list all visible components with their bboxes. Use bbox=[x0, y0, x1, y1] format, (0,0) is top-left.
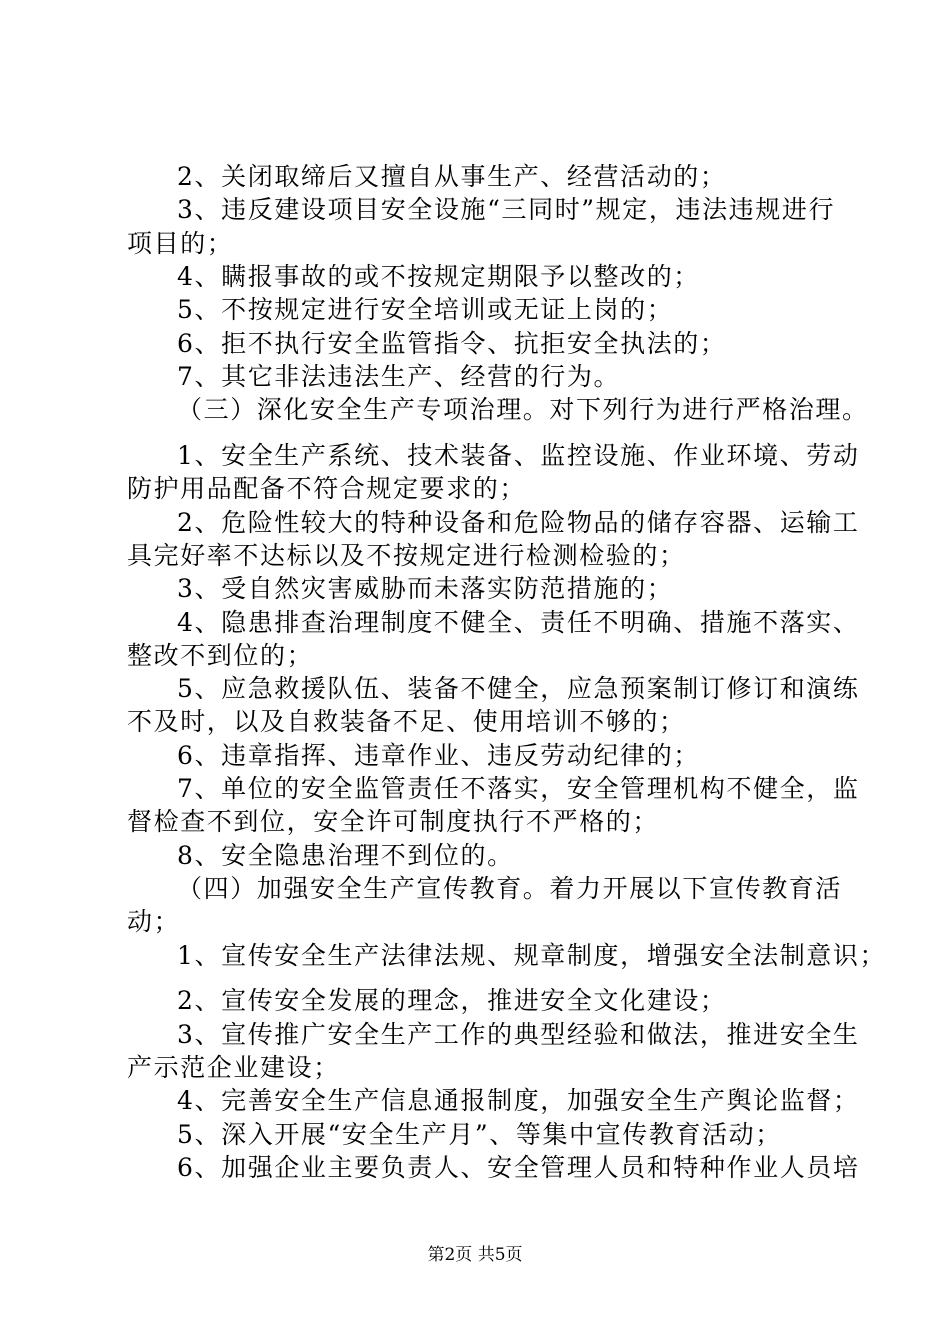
body-line: 4、瞒报事故的或不按规定期限予以整改的； bbox=[177, 262, 700, 291]
body-line: 3、受自然灾害威胁而未落实防范措施的； bbox=[177, 574, 674, 603]
body-line: 8、安全隐患治理不到位的。 bbox=[177, 841, 514, 870]
body-line: 2、危险性较大的特种设备和危险物品的储存容器、运输工 bbox=[177, 508, 860, 537]
body-line: 6、违章指挥、违章作业、违反劳动纪律的； bbox=[177, 741, 700, 770]
body-line: 6、拒不执行安全监管指令、抗拒安全执法的； bbox=[177, 329, 727, 358]
body-line: 3、违反建设项目安全设施“三同时”规定，违法违规进行 bbox=[177, 195, 836, 224]
body-line: 1、宣传安全生产法律法规、规章制度，增强安全法制意识； bbox=[177, 941, 887, 970]
body-line: 3、宣传推广安全生产工作的典型经验和做法，推进安全生 bbox=[177, 1020, 860, 1049]
body-line: 7、其它非法违法生产、经营的行为。 bbox=[177, 362, 621, 391]
body-line: 1、安全生产系统、技术装备、监控设施、作业环境、劳动 bbox=[177, 441, 860, 470]
section-heading: （三）深化安全生产专项治理。对下列行为进行严格治理。 bbox=[177, 395, 869, 424]
body-line: 产示范企业建设； bbox=[127, 1053, 340, 1082]
body-line: 整改不到位的； bbox=[127, 641, 314, 670]
body-line: 5、不按规定进行安全培训或无证上岗的； bbox=[177, 295, 674, 324]
body-line: 2、宣传安全发展的理念，推进安全文化建设； bbox=[177, 986, 727, 1015]
body-line: 5、应急救援队伍、装备不健全，应急预案制订修订和演练 bbox=[177, 674, 860, 703]
body-line: 具完好率不达标以及不按规定进行检测检验的； bbox=[127, 541, 686, 570]
body-line: 督检查不到位，安全许可制度执行不严格的； bbox=[127, 807, 660, 836]
section-heading: （四）加强安全生产宣传教育。着力开展以下宣传教育活 bbox=[177, 874, 843, 903]
body-line: 动； bbox=[127, 907, 181, 936]
body-line: 防护用品配备不符合规定要求的； bbox=[127, 474, 527, 503]
body-line: 4、隐患排查治理制度不健全、责任不明确、措施不落实、 bbox=[177, 608, 860, 637]
body-line: 2、关闭取缔后又擅自从事生产、经营活动的； bbox=[177, 162, 727, 191]
body-line: 6、加强企业主要负责人、安全管理人员和特种作业人员培 bbox=[177, 1153, 860, 1182]
body-line: 不及时，以及自救装备不足、使用培训不够的； bbox=[127, 707, 686, 736]
body-line: 5、深入开展“安全生产月”、等集中宣传教育活动； bbox=[177, 1120, 782, 1149]
body-line: 4、完善安全生产信息通报制度，加强安全生产舆论监督； bbox=[177, 1086, 860, 1115]
body-line: 项目的； bbox=[127, 229, 234, 258]
page-number-footer: 第2页 共5页 bbox=[427, 1245, 523, 1265]
body-line: 7、单位的安全监管责任不落实，安全管理机构不健全，监 bbox=[177, 774, 860, 803]
